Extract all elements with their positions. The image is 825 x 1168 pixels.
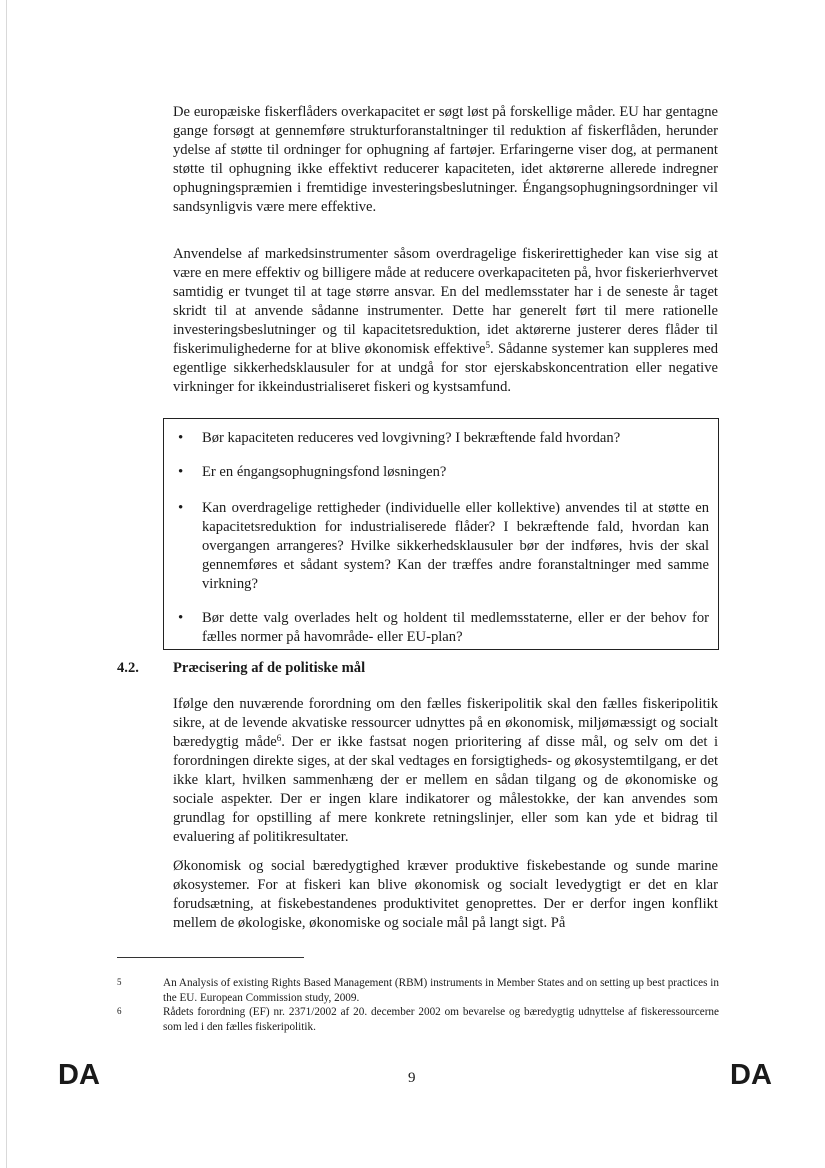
paragraph-market-instruments xyxy=(173,245,718,397)
question-item: • Bør dette valg overlades helt og holdent til medlemsstaterne, eller er der behov for fælles normer på havområde- eller EU-plan? xyxy=(174,609,709,647)
section-number: 4.2. xyxy=(117,660,139,676)
language-code-left: DA xyxy=(58,1059,100,1091)
footnote-ref-5[interactable]: 5 xyxy=(485,340,490,350)
footnote-text-6: Rådets forordning (EF) nr. 2371/2002 af 20. december 2002 om bevarelse og bæredygtig udnyttelse af fiskeressourcerne som led i den fælles fiskeripolitik. xyxy=(163,1006,719,1033)
question-item: • Er en éngangsophugningsfond løsningen? xyxy=(174,463,709,482)
footnote-ref-6[interactable]: 6 xyxy=(276,733,282,743)
paragraph-policy-objectives-part2: . Der er ikke fastsat nogen prioritering af disse mål, og selv om det i forordningen direkte siges, at der skal vedtages en forsigtigheds- og økosystemtilgang, er det ikke klart, hvilken sammenhæng der er mellem en sådan tilgang og de økonomiske og sociale aspekter. Der er ingen klare indikatorer og målestokke, der kan anvendes som grundlag for opstilling af mere konkrete retningslinjer, eller som kan yde et bidrag til evaluering af politikresultater. xyxy=(173,734,718,845)
page-number: 9 xyxy=(408,1070,416,1086)
questions-box xyxy=(163,418,719,650)
paragraph-market-instruments-part1: Anvendelse af markedsinstrumenter såsom overdragelige fiskerirettigheder kan vise sig at være en mere effektiv og billigere måde at reducere overkapaciteten på, hvor fiskerierhvervet samtidig er tvunget til at tage større ansvar. En del medlemsstater har i de seneste år taget skridt til at anvende sådanne instrumenter. Dette har generelt ført til mere rationelle investeringsbeslutninger og til kapacitetsreduktion, idet aktørerne justerer deres flåder til fiskerimulighederne for at blive økonomisk effektive xyxy=(173,246,718,357)
section-title: Præcisering af de politiske mål xyxy=(173,660,366,676)
footnote-text-5: An Analysis of existing Rights Based Management (RBM) instruments in Member States and on setting up best practices in the EU. European Commission study, 2009. xyxy=(163,977,719,1004)
paragraph-market-instruments-part2: . Sådanne systemer kan suppleres med egentlige sikkerhedsklausuler for at undgå for stor ejerskabskoncentration eller negative virkninger for ikkeindustrialiseret fiskeri og kystsamfund. xyxy=(173,341,718,395)
footnote-number-6: 6 xyxy=(117,1006,122,1016)
paragraph-policy-objectives xyxy=(173,695,718,847)
footnote-number-5: 5 xyxy=(117,977,122,987)
question-item: • Kan overdragelige rettigheder (individuelle eller kollektive) anvendes til at støtte en kapacitetsreduktion for industrialiserede flåder? I bekræftende fald, hvordan kan overgangen arrangeres? Hvilke sikkerhedsklausuler bør der indføres, hvis der skal gennemføres et sådant system? Kan der træffes andre foranstaltninger med samme virkning? xyxy=(174,499,709,594)
paragraph-overcapacity: De europæiske fiskerflåders overkapacitet er søgt løst på forskellige måder. EU har gentagne gange forsøgt at gennemføre strukturforanstaltninger til reduktion af fiskerflåden, herunder ydelse af støtte til ordninger for ophugning af fartøjer. Erfaringerne viser dog, at permanent støtte til ophugning ikke effektivt reducerer kapaciteten, idet aktørerne allerede indregner ophugningspræmien i fremtidige investeringsbeslutninger. Éngangsophugningsordninger vil sandsynligvis være mere effektive. xyxy=(173,104,718,215)
footnote-separator xyxy=(117,957,304,958)
paragraph-sustainability: Økonomisk og social bæredygtighed kræver produktive fiskebestande og sunde marine økosystemer. For at fiskeri kan blive økonomisk og socialt levedygtigt er det en klar forudsætning, at fiskebestandenes produktivitet genoprettes. Der er derfor ingen konflikt mellem de økologiske, økonomiske og sociale mål på langt sigt. På xyxy=(173,858,718,931)
language-code-right: DA xyxy=(730,1059,772,1091)
page-edge-line xyxy=(6,0,7,1168)
question-item: • Bør kapaciteten reduceres ved lovgivning? I bekræftende fald hvordan? xyxy=(174,429,709,448)
paragraph-policy-objectives-part1: Ifølge den nuværende forordning om den fælles fiskeripolitik skal den fælles fiskeripolitik sikre, at de levende akvatiske ressourcer udnyttes på en økonomisk, miljømæssigt og socialt bæredygtig måde xyxy=(173,696,718,750)
